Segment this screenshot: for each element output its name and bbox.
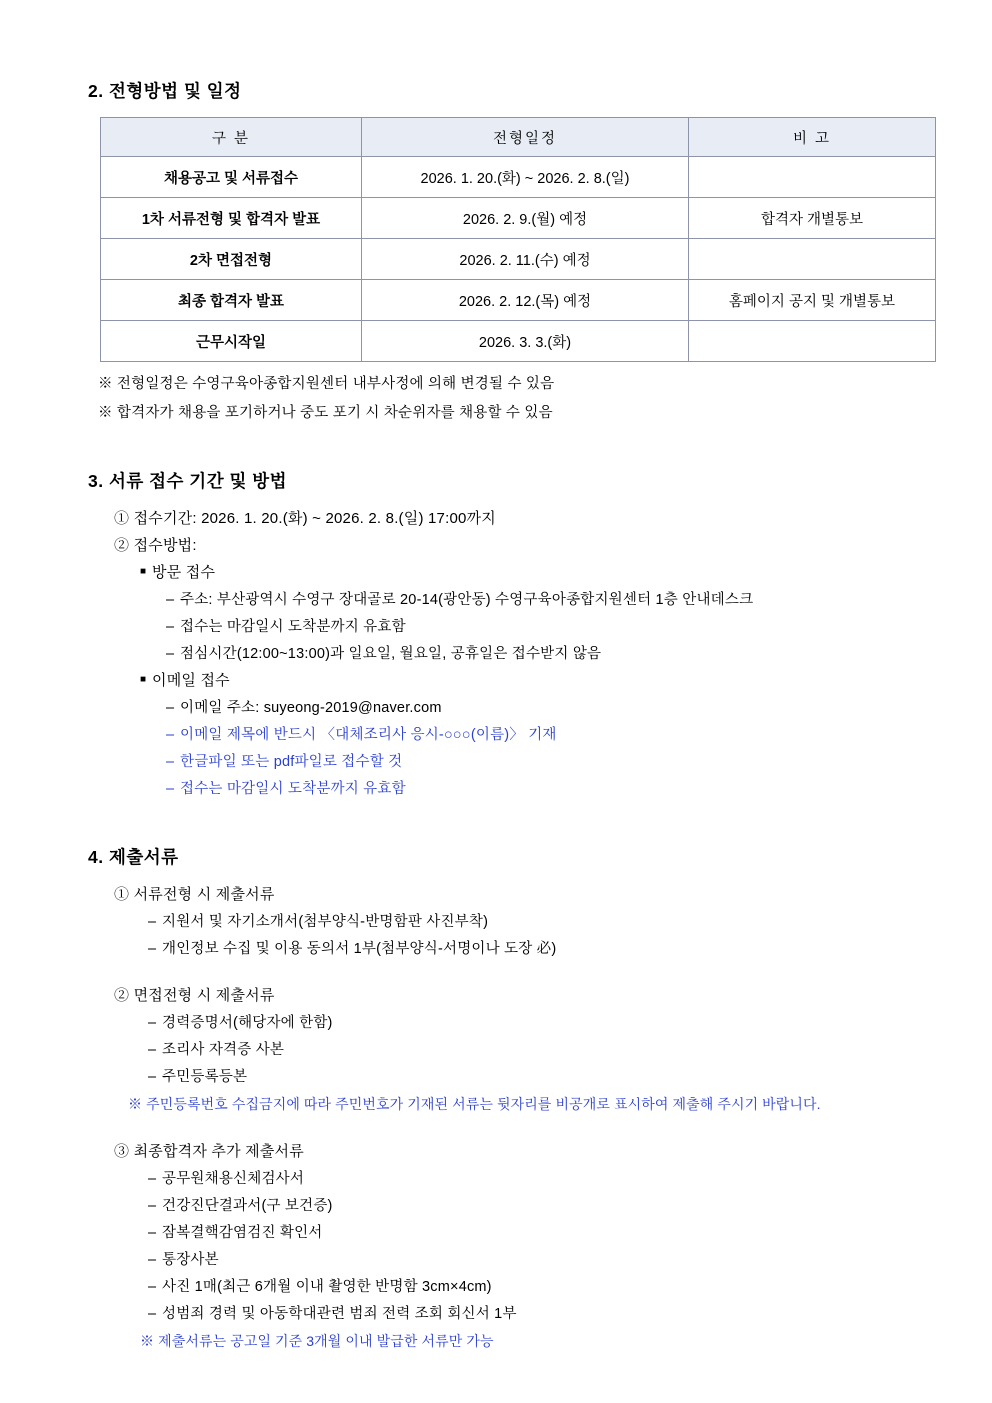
table-cell-schedule: 2026. 3. 3.(화) (362, 321, 689, 362)
dash-bullet-icon: – (148, 1069, 157, 1085)
documents-group-1-line: – 지원서 및 자기소개서(첨부양식-반명함판 사진부착) (148, 914, 489, 930)
table-row (101, 198, 936, 239)
dash-bullet-icon: – (166, 592, 175, 608)
section-2-note: ※ 전형일정은 수영구육아종합지원센터 내부사정에 의해 변경될 수 있음 (98, 376, 555, 392)
visit-submission-line: – 주소: 부산광역시 수영구 장대골로 20-14(광안동) 수영구육아종합지원센터 1층 안내데스크 (166, 592, 754, 608)
table-row (101, 280, 936, 321)
documents-group-3-title: ③ 최종합격자 추가 제출서류 (114, 1143, 304, 1160)
dash-bullet-icon: – (166, 727, 175, 743)
dash-bullet-icon: – (166, 781, 175, 797)
documents-group-3-line: – 사진 1매(최근 6개월 이내 촬영한 반명함 3cm×4cm) (148, 1279, 492, 1295)
table-cell-remark: 홈페이지 공지 및 개별통보 (689, 280, 936, 321)
visit-submission-line: – 접수는 마감일시 도착분까지 유효함 (166, 619, 406, 635)
section-2-note: ※ 합격자가 채용을 포기하거나 중도 포기 시 차순위자를 채용할 수 있음 (98, 405, 553, 421)
dash-bullet-icon: – (148, 941, 157, 957)
documents-group-1-line: – 개인정보 수집 및 이용 동의서 1부(첨부양식-서명이나 도장 必) (148, 941, 557, 957)
documents-group-3-note: ※ 제출서류는 공고일 기준 3개월 이내 발급한 서류만 가능 (140, 1333, 494, 1349)
table-cell-schedule: 2026. 2. 9.(월) 예정 (362, 198, 689, 239)
email-submission-line: – 접수는 마감일시 도착분까지 유효함 (166, 781, 406, 797)
table-header-row (101, 118, 936, 157)
documents-group-3-line: – 통장사본 (148, 1252, 219, 1268)
table-cell-remark (689, 157, 936, 198)
table-header-cell: 구 분 (101, 118, 362, 157)
documents-group-3-line: – 건강진단결과서(구 보건증) (148, 1198, 333, 1214)
table-cell-category: 근무시작일 (101, 321, 362, 362)
email-submission-line: – 이메일 주소: suyeong-2019@naver.com (166, 700, 442, 716)
table-cell-category: 채용공고 및 서류접수 (101, 157, 362, 198)
table-cell-schedule: 2026. 1. 20.(화) ~ 2026. 2. 8.(일) (362, 157, 689, 198)
documents-group-2-note: ※ 주민등록번호 수집금지에 따라 주민번호가 기재된 서류는 뒷자리를 비공개로 표시하여 제출해 주시기 바랍니다. (128, 1096, 821, 1112)
dash-bullet-icon: – (166, 646, 175, 662)
table-header-cell: 전형일정 (362, 118, 689, 157)
dash-bullet-icon: – (166, 700, 175, 716)
dash-bullet-icon: – (148, 1198, 157, 1214)
section-4-heading: 4. 제출서류 (88, 847, 179, 867)
application-period: ① 접수기간: 2026. 1. 20.(화) ~ 2026. 2. 8.(일) 17:00까지 (114, 510, 496, 527)
table-cell-schedule: 2026. 2. 11.(수) 예정 (362, 239, 689, 280)
dash-bullet-icon: – (148, 914, 157, 930)
dash-bullet-icon: – (166, 754, 175, 770)
email-submission-label: ■ 이메일 접수 (140, 672, 230, 689)
documents-group-2-line: – 주민등록등본 (148, 1069, 248, 1085)
square-bullet-icon: ■ (140, 565, 147, 577)
documents-group-2-line: – 경력증명서(해당자에 한함) (148, 1015, 333, 1031)
schedule-table (100, 117, 936, 362)
table-cell-remark: 합격자 개별통보 (689, 198, 936, 239)
section-2-heading: 2. 전형방법 및 일정 (88, 81, 242, 101)
dash-bullet-icon: – (166, 619, 175, 635)
application-method: ② 접수방법: (114, 537, 197, 554)
table-cell-category: 1차 서류전형 및 합격자 발표 (101, 198, 362, 239)
dash-bullet-icon: – (148, 1042, 157, 1058)
dash-bullet-icon: – (148, 1171, 157, 1187)
dash-bullet-icon: – (148, 1015, 157, 1031)
documents-group-2-line: – 조리사 자격증 사본 (148, 1042, 285, 1058)
dash-bullet-icon: – (148, 1252, 157, 1268)
square-bullet-icon: ■ (140, 673, 147, 685)
documents-group-2-title: ② 면접전형 시 제출서류 (114, 987, 275, 1004)
visit-submission-label: ■ 방문 접수 (140, 564, 216, 581)
documents-group-1-title: ① 서류전형 시 제출서류 (114, 886, 275, 903)
visit-submission-line: – 점심시간(12:00~13:00)과 일요일, 월요일, 공휴일은 접수받지 않음 (166, 646, 602, 662)
table-cell-schedule: 2026. 2. 12.(목) 예정 (362, 280, 689, 321)
table-row (101, 157, 936, 198)
spacer (88, 958, 904, 978)
table-row (101, 239, 936, 280)
email-submission-line: – 이메일 제목에 반드시 〈대체조리사 응시-○○○(이름)〉 기재 (166, 727, 557, 743)
documents-group-3-line: – 잠복결핵감염검진 확인서 (148, 1225, 323, 1241)
table-cell-remark (689, 321, 936, 362)
section-3-heading: 3. 서류 접수 기간 및 방법 (88, 471, 288, 491)
table-row (101, 321, 936, 362)
email-submission-line: – 한글파일 또는 pdf파일로 접수할 것 (166, 754, 403, 770)
table-cell-category: 최종 합격자 발표 (101, 280, 362, 321)
dash-bullet-icon: – (148, 1306, 157, 1322)
table-cell-category: 2차 면접전형 (101, 239, 362, 280)
dash-bullet-icon: – (148, 1225, 157, 1241)
dash-bullet-icon: – (148, 1279, 157, 1295)
documents-group-3-line: – 성범죄 경력 및 아동학대관련 범죄 전력 조회 회신서 1부 (148, 1306, 517, 1322)
table-cell-remark (689, 239, 936, 280)
documents-group-3-line: – 공무원채용신체검사서 (148, 1171, 305, 1187)
spacer (88, 1114, 904, 1134)
table-header-cell: 비 고 (689, 118, 936, 157)
